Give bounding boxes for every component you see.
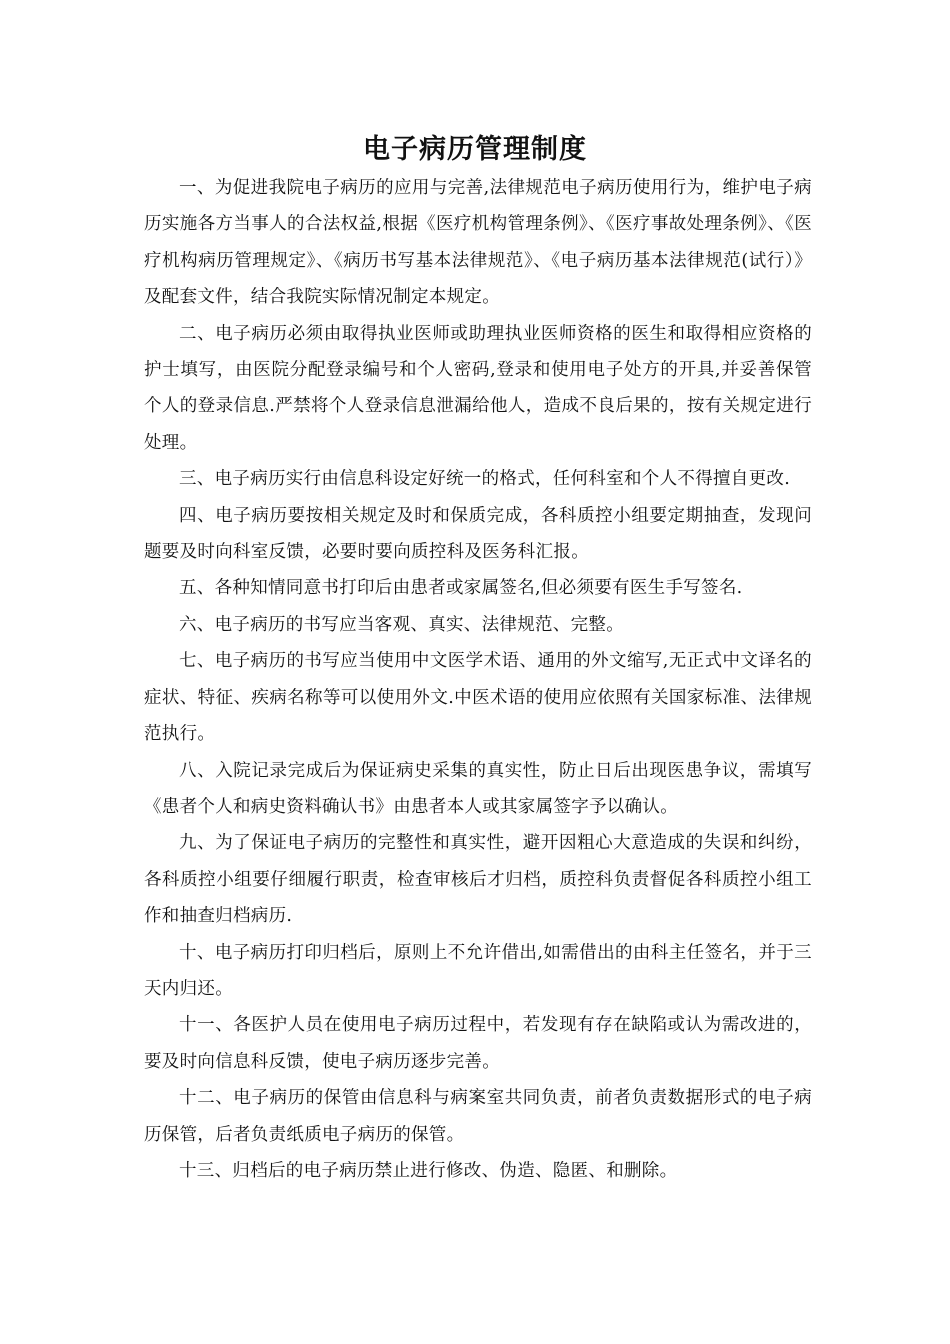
paragraph-6: 六、电子病历的书写应当客观、真实、法律规范、完整。 bbox=[179, 614, 624, 635]
paragraph-13: 十三、归档后的电子病历禁止进行修改、伪造、隐匿、和删除。 bbox=[179, 1160, 678, 1181]
paragraph-9: 九、为了保证电子病历的完整性和真实性，避开因粗心大意造成的失误和纠纷，各科质控小组要仔细履行职责，检查审核后才归档，质控科负责督促各科质控小组工作和抽查归档病历. bbox=[144, 833, 812, 927]
paragraph-10: 十、电子病历打印归档后，原则上不允许借出,如需借出的由科主任签名，并于三天内归还。 bbox=[144, 942, 812, 999]
paragraph-5: 五、各种知情同意书打印后由患者或家属签名,但必须要有医生手写签名. bbox=[179, 578, 743, 599]
paragraph-11: 十一、各医护人员在使用电子病历过程中，若发现有存在缺陷或认为需改进的，要及时向信息科反馈，使电子病历逐步完善。 bbox=[144, 1015, 812, 1072]
paragraph-8: 八、入院记录完成后为保证病史采集的真实性，防止日后出现医患争议，需填写《患者个人和病史资料确认书》由患者本人或其家属签字予以确认。 bbox=[144, 760, 812, 817]
paragraph-3: 三、电子病历实行由信息科设定好统一的格式，任何科室和个人不得擅自更改. bbox=[179, 469, 791, 490]
paragraph-1: 一、为促进我院电子病历的应用与完善,法律规范电子病历使用行为，维护电子病历实施各方当事人的合法权益,根据《医疗机构管理条例》、《医疗事故处理条例》、《医疗机构病历管理规定》、《病历书写基本法律规范》、《电子病历基本法律规范(试行）》及配套文件，结合我院实际情况制定本规定。 bbox=[144, 178, 812, 308]
document-body bbox=[144, 170, 812, 1189]
paragraph-12: 十二、电子病历的保管由信息科与病案室共同负责，前者负责数据形式的电子病历保管，后者负责纸质电子病历的保管。 bbox=[144, 1088, 812, 1145]
paragraph-2: 二、电子病历必须由取得执业医师或助理执业医师资格的医生和取得相应资格的护士填写，由医院分配登录编号和个人密码,登录和使用电子处方的开具,并妥善保管个人的登录信息.严禁将个人登录信息泄漏给他人，造成不良后果的，按有关规定进行处理。 bbox=[144, 323, 812, 453]
document-title: 电子病历管理制度 bbox=[363, 134, 587, 165]
paragraph-4: 四、电子病历要按相关规定及时和保质完成，各科质控小组要定期抽查，发现问题要及时向科室反馈，必要时要向质控科及医务科汇报。 bbox=[144, 505, 812, 563]
paragraph-7: 七、电子病历的书写应当使用中文医学术语、通用的外文缩写,无正式中文译名的症状、特征、疾病名称等可以使用外文.中医术语的使用应依照有关国家标准、法律规范执行。 bbox=[144, 651, 812, 745]
